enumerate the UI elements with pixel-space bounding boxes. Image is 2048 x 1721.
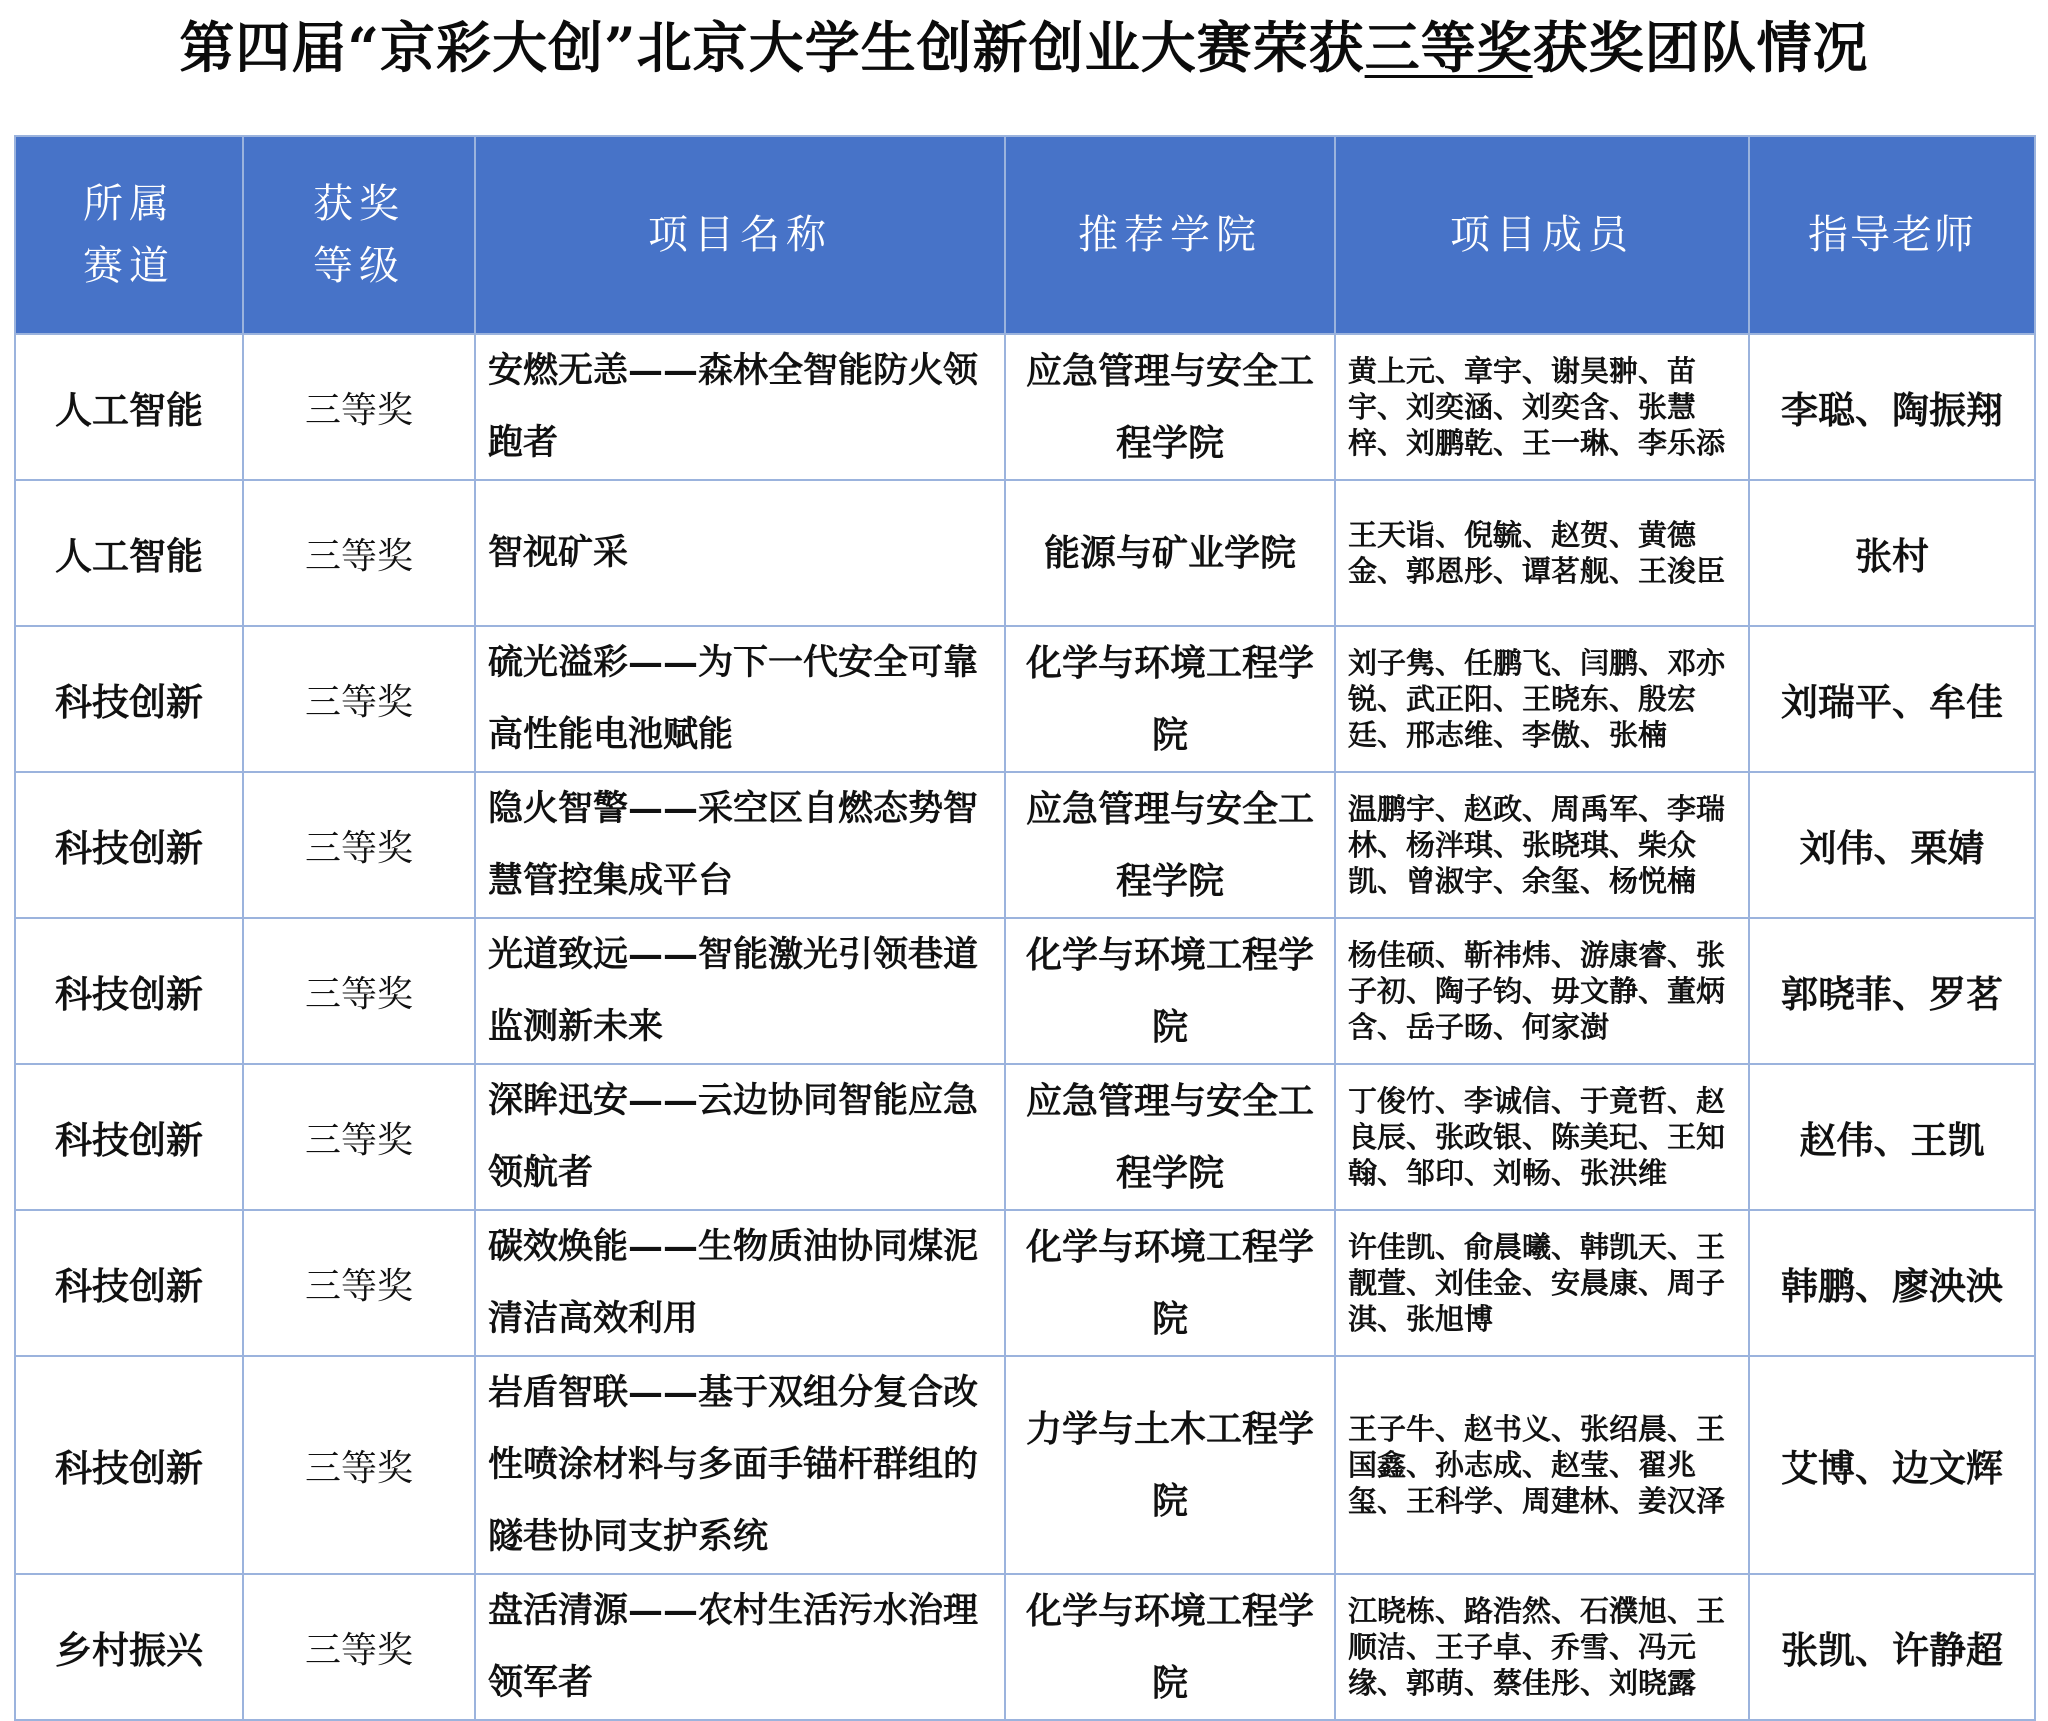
cell-project-name: 智视矿采 <box>475 480 1005 626</box>
cell-advisor: 赵伟、王凯 <box>1749 1064 2035 1210</box>
cell-members: 王天诣、倪毓、赵贺、黄德金、郭恩彤、谭茗舰、王浚臣 <box>1335 480 1749 626</box>
cell-track: 科技创新 <box>15 772 243 918</box>
cell-members: 杨佳硕、靳祎炜、游康睿、张子初、陶子钧、毋文静、董炳含、岳子旸、何家澍 <box>1335 918 1749 1064</box>
cell-track: 人工智能 <box>15 334 243 480</box>
cell-college: 化学与环境工程学院 <box>1005 1210 1335 1356</box>
header-college: 推荐学院 <box>1005 136 1335 334</box>
table-row <box>15 772 2035 918</box>
cell-project-name: 光道致远——智能激光引领巷道监测新未来 <box>475 918 1005 1064</box>
header-project: 项目名称 <box>475 136 1005 334</box>
cell-advisor: 韩鹏、廖泱泱 <box>1749 1210 2035 1356</box>
cell-project-name: 隐火智警——采空区自燃态势智慧管控集成平台 <box>475 772 1005 918</box>
cell-project-name: 安燃无恙——森林全智能防火领跑者 <box>475 334 1005 480</box>
table-body <box>15 334 2035 1720</box>
cell-award-level: 三等奖 <box>243 480 475 626</box>
header-level <box>243 136 475 334</box>
award-table <box>14 135 2036 1721</box>
cell-advisor: 艾博、边文辉 <box>1749 1356 2035 1574</box>
cell-college: 力学与土木工程学院 <box>1005 1356 1335 1574</box>
cell-members: 刘子隽、任鹏飞、闫鹏、邓亦锐、武正阳、王晓东、殷宏廷、邢志维、李傲、张楠 <box>1335 626 1749 772</box>
cell-track: 科技创新 <box>15 1210 243 1356</box>
cell-members: 丁俊竹、李诚信、于竟哲、赵良辰、张政银、陈美玘、王知翰、邹印、刘畅、张洪维 <box>1335 1064 1749 1210</box>
header-track-line1: 所属 <box>83 181 175 227</box>
cell-advisor: 刘伟、栗婧 <box>1749 772 2035 918</box>
table-row <box>15 1064 2035 1210</box>
cell-college: 能源与矿业学院 <box>1005 480 1335 626</box>
header-members: 项目成员 <box>1335 136 1749 334</box>
cell-award-level: 三等奖 <box>243 772 475 918</box>
title-prefix: 第四届“京彩大创”北京大学生创新创业大赛荣获 <box>179 15 1365 80</box>
title-suffix: 获奖团队情况 <box>1532 15 1869 80</box>
header-track <box>15 136 243 334</box>
cell-advisor: 李聪、陶振翔 <box>1749 334 2035 480</box>
cell-track: 科技创新 <box>15 918 243 1064</box>
title-highlight: 三等奖 <box>1364 15 1533 80</box>
cell-award-level: 三等奖 <box>243 1574 475 1720</box>
cell-award-level: 三等奖 <box>243 334 475 480</box>
page-title <box>0 8 2048 88</box>
table-row <box>15 1574 2035 1720</box>
cell-advisor: 张村 <box>1749 480 2035 626</box>
cell-award-level: 三等奖 <box>243 918 475 1064</box>
cell-college: 化学与环境工程学院 <box>1005 626 1335 772</box>
cell-track: 人工智能 <box>15 480 243 626</box>
table-header <box>15 136 2035 334</box>
cell-project-name: 碳效焕能——生物质油协同煤泥清洁高效利用 <box>475 1210 1005 1356</box>
cell-college: 应急管理与安全工程学院 <box>1005 1064 1335 1210</box>
cell-members: 王子牛、赵书义、张绍晨、王国鑫、孙志成、赵莹、翟兆玺、王科学、周建林、姜汉泽 <box>1335 1356 1749 1574</box>
table-row <box>15 480 2035 626</box>
cell-project-name: 硫光溢彩——为下一代安全可靠高性能电池赋能 <box>475 626 1005 772</box>
cell-track: 科技创新 <box>15 626 243 772</box>
cell-track: 乡村振兴 <box>15 1574 243 1720</box>
cell-track: 科技创新 <box>15 1356 243 1574</box>
table-row <box>15 1356 2035 1574</box>
table-row <box>15 334 2035 480</box>
cell-college: 化学与环境工程学院 <box>1005 1574 1335 1720</box>
header-track-line2: 赛道 <box>83 243 175 289</box>
cell-college: 应急管理与安全工程学院 <box>1005 334 1335 480</box>
cell-college: 化学与环境工程学院 <box>1005 918 1335 1064</box>
table-row <box>15 1210 2035 1356</box>
cell-members: 温鹏宇、赵政、周禹军、李瑞林、杨泮琪、张晓琪、柴众凯、曾淑宇、余玺、杨悦楠 <box>1335 772 1749 918</box>
cell-advisor: 刘瑞平、牟佳 <box>1749 626 2035 772</box>
cell-award-level: 三等奖 <box>243 1210 475 1356</box>
cell-project-name: 岩盾智联——基于双组分复合改性喷涂材料与多面手锚杆群组的隧巷协同支护系统 <box>475 1356 1005 1574</box>
header-level-line2: 等级 <box>313 243 405 289</box>
table-row <box>15 626 2035 772</box>
cell-award-level: 三等奖 <box>243 626 475 772</box>
header-advisor: 指导老师 <box>1749 136 2035 334</box>
table-row <box>15 918 2035 1064</box>
cell-award-level: 三等奖 <box>243 1064 475 1210</box>
cell-members: 许佳凯、俞晨曦、韩凯天、王靓萱、刘佳金、安晨康、周子淇、张旭博 <box>1335 1210 1749 1356</box>
cell-award-level: 三等奖 <box>243 1356 475 1574</box>
cell-members: 江晓栋、路浩然、石濮旭、王顺洁、王子卓、乔雪、冯元缘、郭萌、蔡佳彤、刘晓露 <box>1335 1574 1749 1720</box>
header-level-line1: 获奖 <box>313 181 405 227</box>
cell-advisor: 郭晓菲、罗茗 <box>1749 918 2035 1064</box>
cell-project-name: 盘活清源——农村生活污水治理领军者 <box>475 1574 1005 1720</box>
cell-members: 黄上元、章宇、谢昊翀、苗宇、刘奕涵、刘奕含、张慧梓、刘鹏乾、王一琳、李乐添 <box>1335 334 1749 480</box>
cell-project-name: 深眸迅安——云边协同智能应急领航者 <box>475 1064 1005 1210</box>
cell-college: 应急管理与安全工程学院 <box>1005 772 1335 918</box>
header-row <box>15 136 2035 334</box>
cell-advisor: 张凯、许静超 <box>1749 1574 2035 1720</box>
cell-track: 科技创新 <box>15 1064 243 1210</box>
